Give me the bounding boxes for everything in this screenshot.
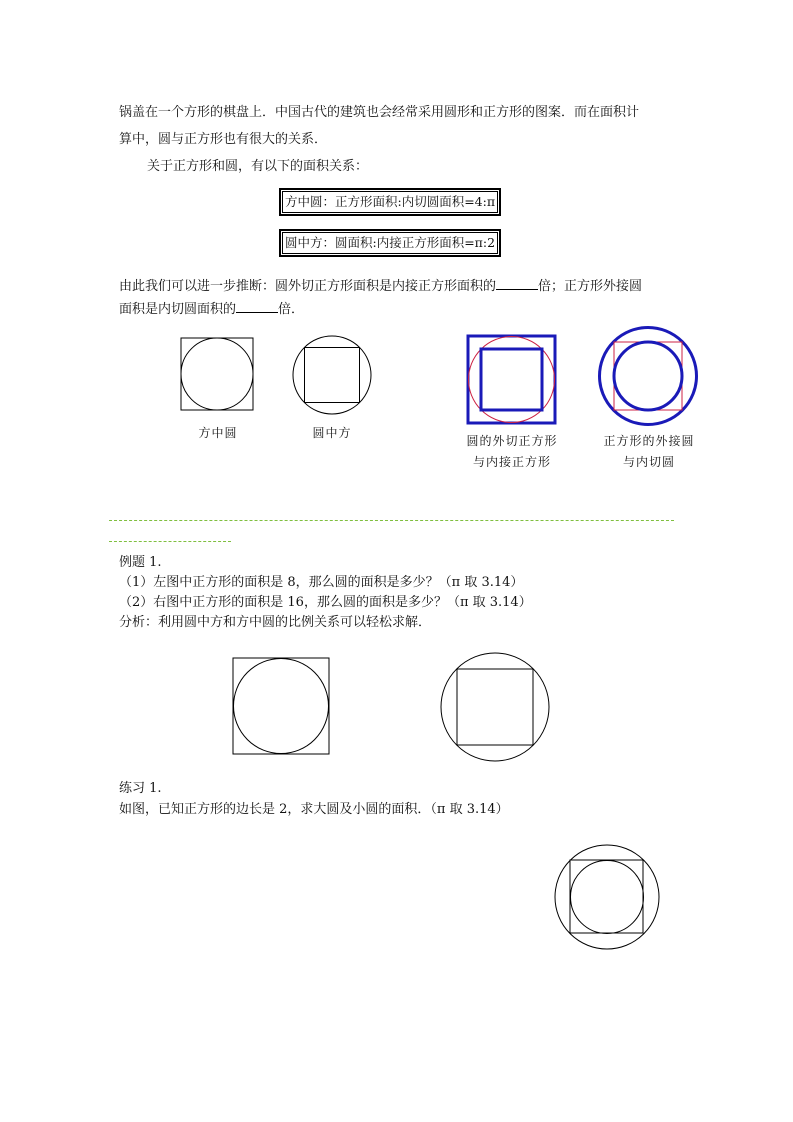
figure-circumscribed-and-inscribed-squares <box>466 334 558 426</box>
example-right-square <box>457 669 533 745</box>
separator-dashed-line <box>109 520 674 521</box>
caption-fig-2: 圆中方 <box>312 426 352 440</box>
example-question-2: （2）右图中正方形的面积是 16，那么圆的面积是多少？（π 取 3.14） <box>119 595 532 610</box>
example-analysis: 分析：利用圆中方和方中圆的比例关系可以轻松求解． <box>119 615 432 630</box>
inference-text-2: 倍；正方形外接圆 <box>538 279 643 294</box>
caption-fig-4-line-2: 与内切圆 <box>622 455 675 469</box>
answer-blank-2[interactable] <box>236 298 278 313</box>
inner-blue-square <box>481 349 542 410</box>
intro-line-2: 算中，圆与正方形也有很大的关系． <box>119 132 328 147</box>
exercise-small-circle <box>571 861 644 934</box>
formula-circle-square: 圆中方：圆面积:内接正方形面积=π:2 <box>282 232 498 254</box>
formula-square-circle: 方中圆：正方形面积:内切圆面积=4:π <box>282 191 498 213</box>
inscribed-square <box>305 348 360 403</box>
caption-fig-1: 方中圆 <box>198 426 238 440</box>
caption-fig-3-line-2: 与内接正方形 <box>472 455 551 469</box>
intro-line-3: 关于正方形和圆，有以下的面积关系： <box>147 159 369 174</box>
figure-circumscribed-and-inscribed-circles <box>598 326 700 428</box>
exercise-title: 练习 1. <box>119 781 162 796</box>
inscribed-circle <box>181 338 253 410</box>
example-left-circle <box>234 659 329 754</box>
example-figure-left <box>232 657 332 757</box>
example-figure-right <box>440 652 552 764</box>
example-title: 例题 1. <box>119 555 162 570</box>
figure-circle-with-square <box>291 334 373 416</box>
inference-text-4: 倍． <box>278 302 305 317</box>
inner-blue-circle <box>614 342 682 410</box>
exercise-question: 如图，已知正方形的边长是 2，求大圆及小圆的面积．（π 取 3.14） <box>119 802 509 817</box>
example-question-1: （1）左图中正方形的面积是 8，那么圆的面积是多少？（π 取 3.14） <box>119 575 524 590</box>
figure-square-with-circle <box>180 337 256 413</box>
inference-text-3: 面积是内切圆面积的 <box>119 302 237 317</box>
answer-blank-1[interactable] <box>496 275 538 290</box>
separator-dashed-line-short <box>109 541 231 542</box>
inference-line-2 <box>119 298 304 319</box>
inference-text-1: 由此我们可以进一步推断：圆外切正方形面积是内接正方形面积的 <box>119 279 497 294</box>
caption-fig-3-line-1: 圆的外切正方形 <box>466 434 558 448</box>
caption-fig-4-line-1: 正方形的外接圆 <box>603 434 695 448</box>
inference-line-1 <box>119 275 642 296</box>
intro-line-1: 锅盖在一个方形的棋盘上．中国古代的建筑也会经常采用圆形和正方形的图案．而在面积计 <box>119 105 640 120</box>
exercise-figure <box>554 844 662 952</box>
